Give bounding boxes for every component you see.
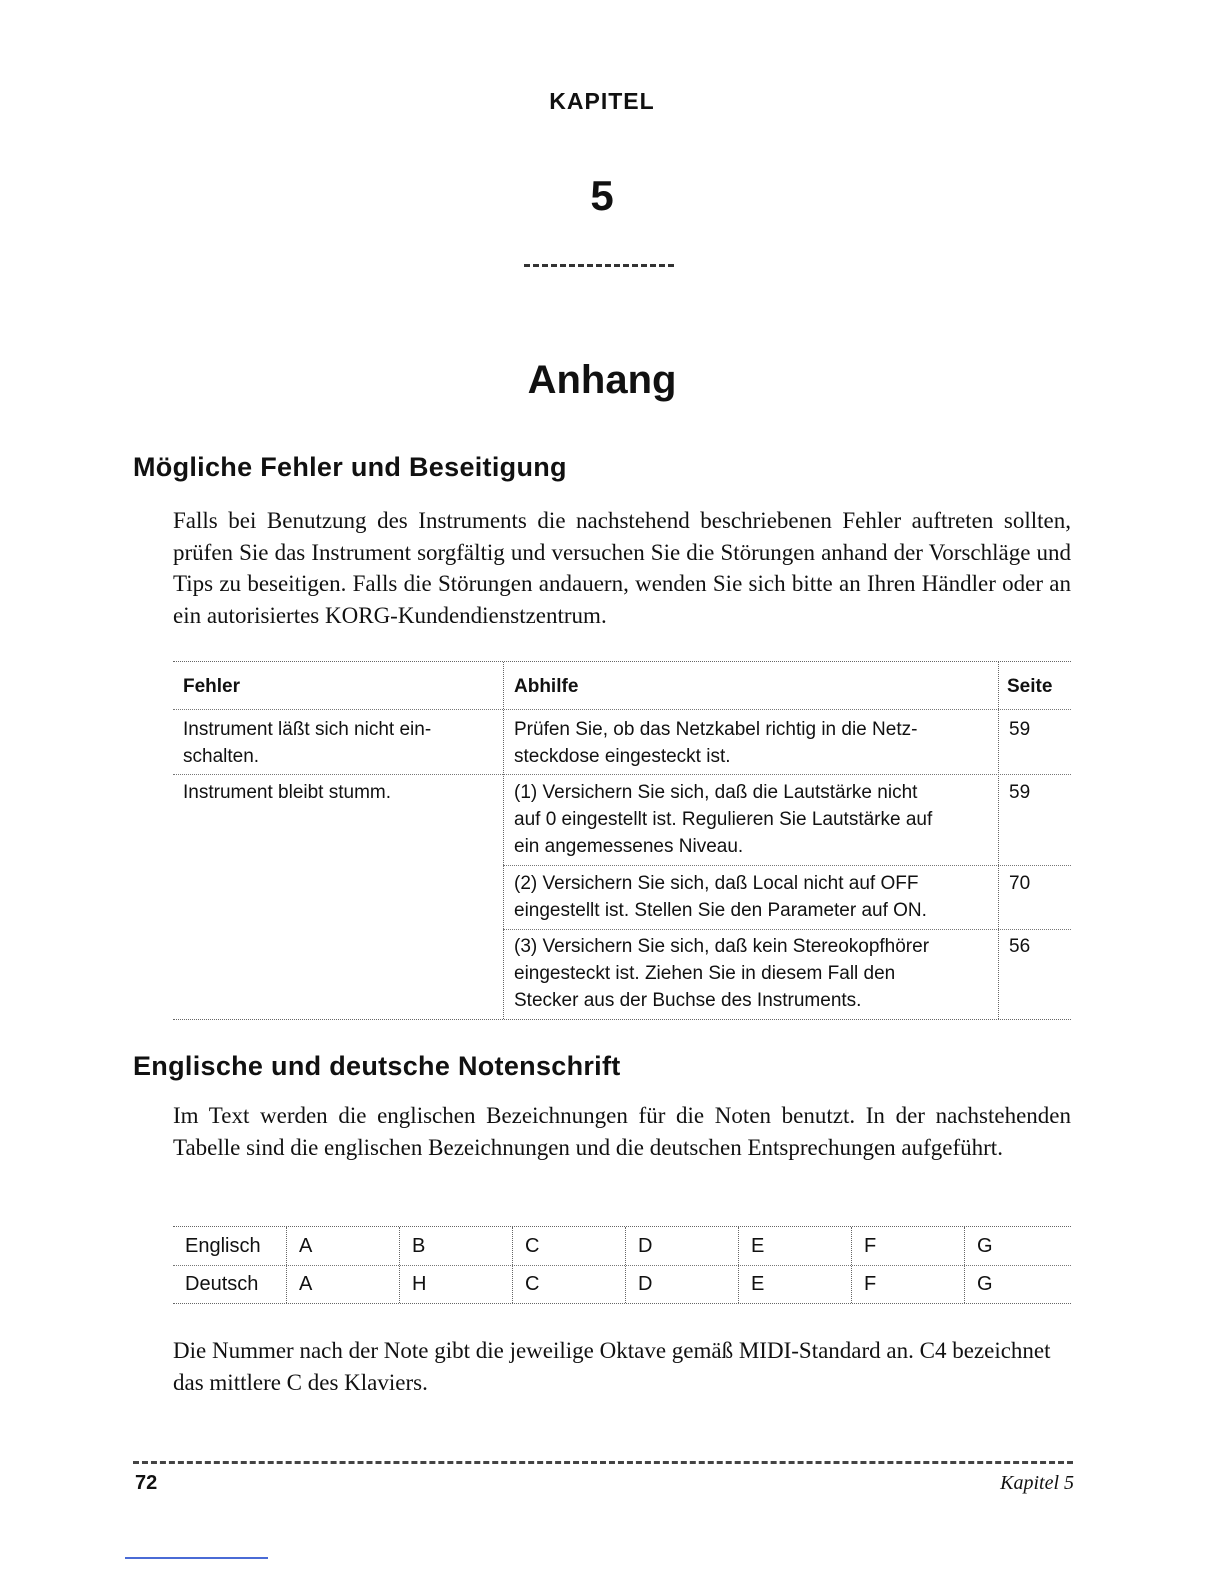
- note-cell: A: [299, 1273, 313, 1295]
- note-cell: E: [751, 1235, 765, 1257]
- blue-underline: [125, 1557, 268, 1559]
- table-row-fehler: [183, 716, 431, 770]
- header-rule: [173, 709, 1071, 710]
- table-row-abhilfe: [514, 779, 932, 860]
- cell-line: Instrument läßt sich nicht ein-: [183, 719, 432, 740]
- notation-intro: Im Text werden die englischen Bezeichnungen für die Noten benutzt. In der nachstehenden Tabelle sind die englischen Bezeichnungen und die deutschen Entsprechungen aufgeführt.: [173, 1103, 1071, 1160]
- column-divider: [625, 1227, 626, 1303]
- note-cell: D: [638, 1273, 653, 1295]
- chapter-label: KAPITEL: [549, 88, 655, 114]
- notes-table: [173, 1226, 1071, 1304]
- column-divider: [964, 1227, 965, 1303]
- cell-line: Instrument bleibt stumm.: [183, 782, 392, 803]
- page-title: Anhang: [527, 358, 677, 402]
- section-heading-notation: Englische und deutsche Notenschrift: [133, 1051, 621, 1081]
- cell-line: eingestellt ist. Stellen Sie den Parameter auf ON.: [514, 900, 927, 921]
- cell-line: ein angemessenes Niveau.: [514, 836, 744, 857]
- note-cell: B: [412, 1235, 426, 1257]
- table-row-fehler: [183, 779, 391, 806]
- table-row-label: Englisch: [185, 1235, 261, 1257]
- note-cell: F: [864, 1273, 877, 1295]
- cell-line: Stecker aus der Buchse des Instruments.: [514, 990, 862, 1011]
- table-row-abhilfe: [514, 933, 929, 1014]
- cell-line: (3) Versichern Sie sich, daß kein Stereokopfhörer: [514, 936, 930, 957]
- column-header-abhilfe: Abhilfe: [514, 676, 579, 697]
- column-divider: [998, 662, 999, 1019]
- note-cell: G: [977, 1235, 993, 1257]
- running-footer: Kapitel 5: [1000, 1472, 1074, 1494]
- note-cell: C: [525, 1235, 540, 1257]
- column-header-fehler: Fehler: [183, 676, 241, 697]
- table-row-label: Deutsch: [185, 1273, 259, 1295]
- page-number: 72: [135, 1472, 158, 1494]
- note-cell: A: [299, 1235, 313, 1257]
- table-row-abhilfe: [514, 870, 927, 924]
- cell-line: (2) Versichern Sie sich, daß Local nicht auf OFF: [514, 873, 919, 894]
- column-divider: [503, 662, 504, 1019]
- cell-line: auf 0 eingestellt ist. Regulieren Sie Lautstärke auf: [514, 809, 933, 830]
- table-row-seite: 59: [1009, 719, 1031, 740]
- table-row-seite: 59: [1009, 782, 1031, 803]
- footer-divider: [133, 1461, 1073, 1464]
- column-divider: [399, 1227, 400, 1303]
- column-header-seite: Seite: [1007, 676, 1053, 697]
- note-cell: G: [977, 1273, 993, 1295]
- note-cell: D: [638, 1235, 653, 1257]
- note-cell: H: [412, 1273, 427, 1295]
- row-rule: [173, 774, 1071, 775]
- troubleshooting-table: [173, 661, 1071, 1020]
- column-divider: [738, 1227, 739, 1303]
- cell-line: (1) Versichern Sie sich, daß die Lautstärke nicht: [514, 782, 918, 803]
- column-divider: [851, 1227, 852, 1303]
- column-divider: [512, 1227, 513, 1303]
- chapter-divider: [524, 264, 674, 267]
- cell-line: eingesteckt ist. Ziehen Sie in diesem Fall den: [514, 963, 896, 984]
- table-row-seite: 56: [1009, 936, 1031, 957]
- table-row-seite: 70: [1009, 873, 1031, 894]
- cell-line: steckdose eingesteckt ist.: [514, 746, 731, 767]
- row-rule: [503, 929, 1071, 930]
- note-cell: C: [525, 1273, 540, 1295]
- row-rule: [503, 865, 1071, 866]
- notation-outro: Die Nummer nach der Note gibt die jeweilige Oktave gemäß MIDI-Standard an. C4 bezeichnet das mittlere C des Klaviers.: [173, 1338, 1051, 1395]
- table-row-abhilfe: [514, 716, 917, 770]
- cell-line: schalten.: [183, 746, 260, 767]
- cell-line: Prüfen Sie, ob das Netzkabel richtig in die Netz-: [514, 719, 918, 740]
- note-cell: F: [864, 1235, 877, 1257]
- section-heading-troubleshooting: Mögliche Fehler und Beseitigung: [133, 452, 567, 482]
- column-divider: [286, 1227, 287, 1303]
- troubleshooting-intro: Falls bei Benutzung des Instruments die nachstehend beschriebenen Fehler auftreten sollten, prüfen Sie das Instrument sorgfältig und versuchen Sie die Störungen anhand der Vorschläge und Tips zu beseitigen. Falls die Störungen andauern, wenden Sie sich bitte an Ihren Händler oder an ein autorisiertes KORG-Kundendienstzentrum.: [173, 508, 1071, 628]
- chapter-number: 5: [590, 172, 614, 219]
- note-cell: E: [751, 1273, 765, 1295]
